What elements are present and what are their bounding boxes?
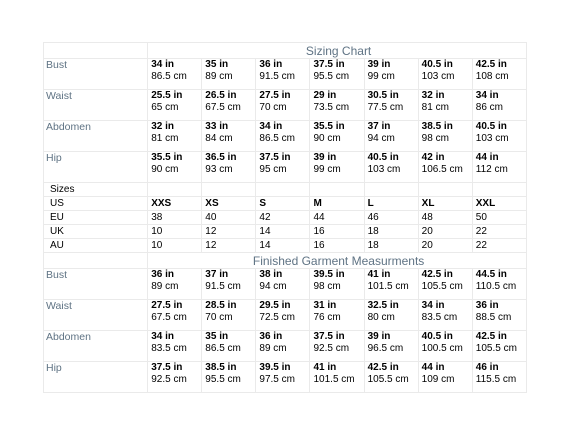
inch-value: 35 in	[205, 59, 229, 70]
inch-value: 42.5 in	[421, 269, 453, 280]
inch-value: 44.5 in	[475, 269, 507, 280]
size-value: XS	[202, 197, 256, 211]
inch-value: 34 in	[421, 300, 445, 311]
sizing-table-body	[44, 43, 527, 393]
inch-value: 46 in	[475, 362, 499, 373]
cm-value: 86.5 cm	[151, 71, 187, 83]
cm-value: 91.5 cm	[259, 71, 295, 83]
sizing-chart-row-label: Abdomen	[44, 121, 148, 152]
sizing-chart-cell	[148, 90, 202, 121]
sizing-chart-cell	[256, 59, 310, 90]
finished-garment-cell	[472, 300, 526, 331]
sizing-chart-row-bust	[44, 59, 527, 90]
sizing-chart-cell	[418, 121, 472, 152]
finished-garment-row-label: Waist	[44, 300, 148, 331]
sizing-chart-cell	[310, 152, 364, 183]
cm-value: 77.5 cm	[367, 102, 404, 114]
size-value: 14	[256, 225, 310, 239]
inch-value: 32 in	[151, 121, 174, 132]
finished-garment-row-hip	[44, 362, 527, 393]
inch-value: 25.5 in	[151, 90, 183, 101]
inch-value: 34 in	[151, 59, 174, 70]
finished-garment-row-bust	[44, 269, 527, 300]
finished-garment-cell	[148, 300, 202, 331]
inch-value: 34 in	[475, 90, 499, 101]
size-value: 46	[364, 211, 418, 225]
sizes-region-label: UK	[44, 225, 148, 239]
inch-value: 38 in	[259, 269, 283, 280]
size-value: 12	[202, 239, 256, 253]
size-value: 14	[256, 239, 310, 253]
finished-garment-cell	[472, 362, 526, 393]
empty-cell	[364, 183, 418, 197]
sizing-chart-cell	[310, 121, 364, 152]
size-value: XXS	[148, 197, 202, 211]
size-value: 18	[364, 239, 418, 253]
inch-value: 31 in	[313, 300, 337, 311]
sizes-label: Sizes	[44, 183, 148, 197]
finished-garment-row-label: Bust	[44, 269, 148, 300]
size-value: M	[310, 197, 364, 211]
cm-value: 97.5 cm	[259, 374, 295, 386]
empty-cell	[418, 183, 472, 197]
inch-value: 35 in	[205, 331, 229, 342]
inch-value: 44 in	[421, 362, 445, 373]
finished-garment-cell	[202, 362, 256, 393]
finished-garment-cell	[148, 331, 202, 362]
cm-value: 105.5 cm	[421, 281, 463, 293]
inch-value: 34 in	[259, 121, 283, 132]
sizing-chart-title: Sizing Chart	[148, 43, 527, 59]
sizing-chart-row-abdomen	[44, 121, 527, 152]
sizing-chart-cell	[202, 152, 256, 183]
inch-value: 28.5 in	[205, 300, 237, 311]
sizing-chart-cell	[148, 152, 202, 183]
size-value: XXL	[472, 197, 526, 211]
sizing-chart-cell	[472, 59, 526, 90]
finished-garment-cell	[310, 269, 364, 300]
sizes-region-label: US	[44, 197, 148, 211]
cm-value: 103 cm	[421, 71, 455, 83]
inch-value: 41 in	[313, 362, 337, 373]
inch-value: 40.5 in	[367, 152, 399, 163]
sizing-chart-cell	[310, 90, 364, 121]
cm-value: 89 cm	[151, 281, 179, 293]
inch-value: 27.5 in	[151, 300, 183, 311]
cm-value: 103 cm	[475, 133, 509, 145]
cm-value: 93 cm	[205, 164, 233, 176]
inch-value: 36 in	[475, 300, 499, 311]
inch-value: 33 in	[205, 121, 229, 132]
inch-value: 35.5 in	[151, 152, 183, 163]
finished-garment-cell	[364, 300, 418, 331]
size-value: 10	[148, 225, 202, 239]
sizing-chart-cell	[472, 90, 526, 121]
inch-value: 37 in	[367, 121, 391, 132]
cm-value: 95.5 cm	[205, 374, 241, 386]
cm-value: 100.5 cm	[421, 343, 463, 355]
cm-value: 83.5 cm	[421, 312, 458, 324]
cm-value: 98 cm	[421, 133, 449, 145]
inch-value: 27.5 in	[259, 90, 291, 101]
empty-cell	[44, 253, 148, 269]
inch-value: 39 in	[313, 152, 337, 163]
sizes-region-label: AU	[44, 239, 148, 253]
cm-value: 95.5 cm	[313, 71, 350, 83]
size-value: 22	[472, 225, 526, 239]
sizing-chart-row-waist	[44, 90, 527, 121]
size-value: 16	[310, 225, 364, 239]
finished-garment-cell	[472, 269, 526, 300]
finished-garment-title: Finished Garment Measurments	[148, 253, 527, 269]
inch-value: 37.5 in	[313, 331, 345, 342]
finished-garment-row-label: Hip	[44, 362, 148, 393]
inch-value: 38.5 in	[421, 121, 453, 132]
inch-value: 36 in	[259, 59, 283, 70]
inch-value: 37.5 in	[313, 59, 345, 70]
finished-garment-row-abdomen	[44, 331, 527, 362]
finished-garment-cell	[310, 300, 364, 331]
finished-garment-row-label: Abdomen	[44, 331, 148, 362]
finished-garment-cell	[418, 269, 472, 300]
cm-value: 108 cm	[475, 71, 509, 83]
inch-value: 40.5 in	[475, 121, 507, 132]
sizing-chart-title-row	[44, 43, 527, 59]
cm-value: 83.5 cm	[151, 343, 187, 355]
finished-garment-cell	[418, 300, 472, 331]
sizing-chart-cell	[202, 90, 256, 121]
finished-garment-cell	[472, 331, 526, 362]
sizing-chart-cell	[256, 90, 310, 121]
sizing-chart-cell	[148, 59, 202, 90]
finished-garment-cell	[310, 331, 364, 362]
sizing-chart-row-hip	[44, 152, 527, 183]
cm-value: 67.5 cm	[205, 102, 241, 114]
cm-value: 92.5 cm	[313, 343, 350, 355]
inch-value: 30.5 in	[367, 90, 399, 101]
finished-garment-cell	[418, 362, 472, 393]
sizes-row-uk	[44, 225, 527, 239]
sizing-chart-cell	[472, 152, 526, 183]
cm-value: 86.5 cm	[259, 133, 295, 145]
size-value: L	[364, 197, 418, 211]
sizes-row-us	[44, 197, 527, 211]
finished-garment-cell	[364, 269, 418, 300]
sizing-chart-row-label: Waist	[44, 90, 148, 121]
inch-value: 36 in	[259, 331, 283, 342]
finished-garment-title-row	[44, 253, 527, 269]
finished-garment-cell	[148, 269, 202, 300]
finished-garment-cell	[310, 362, 364, 393]
finished-garment-cell	[202, 269, 256, 300]
inch-value: 42.5 in	[475, 331, 507, 342]
inch-value: 40.5 in	[421, 331, 453, 342]
inch-value: 42.5 in	[367, 362, 399, 373]
size-value: 20	[418, 225, 472, 239]
size-value: 16	[310, 239, 364, 253]
cm-value: 89 cm	[205, 71, 233, 83]
cm-value: 84 cm	[205, 133, 233, 145]
inch-value: 44 in	[475, 152, 499, 163]
cm-value: 96.5 cm	[367, 343, 404, 355]
size-value: 20	[418, 239, 472, 253]
size-value: 44	[310, 211, 364, 225]
cm-value: 105.5 cm	[475, 343, 517, 355]
cm-value: 106.5 cm	[421, 164, 463, 176]
cm-value: 90 cm	[151, 164, 179, 176]
empty-cell	[310, 183, 364, 197]
size-value: 10	[148, 239, 202, 253]
cm-value: 109 cm	[421, 374, 455, 386]
finished-garment-cell	[256, 269, 310, 300]
cm-value: 92.5 cm	[151, 374, 187, 386]
finished-garment-cell	[202, 300, 256, 331]
sizing-chart-cell	[364, 59, 418, 90]
size-value: 42	[256, 211, 310, 225]
size-value: 40	[202, 211, 256, 225]
inch-value: 38.5 in	[205, 362, 237, 373]
cm-value: 70 cm	[205, 312, 233, 324]
cm-value: 65 cm	[151, 102, 179, 114]
sizing-chart-cell	[148, 121, 202, 152]
cm-value: 76 cm	[313, 312, 341, 324]
sizing-chart-cell	[418, 59, 472, 90]
inch-value: 41 in	[367, 269, 391, 280]
cm-value: 112 cm	[475, 164, 508, 176]
inch-value: 36 in	[151, 269, 174, 280]
inch-value: 42.5 in	[475, 59, 507, 70]
cm-value: 91.5 cm	[205, 281, 241, 293]
sizing-chart-cell	[364, 152, 418, 183]
cm-value: 86 cm	[475, 102, 503, 114]
finished-garment-cell	[148, 362, 202, 393]
sizing-sheet	[43, 42, 527, 393]
cm-value: 99 cm	[367, 71, 395, 83]
inch-value: 29 in	[313, 90, 337, 101]
inch-value: 37 in	[205, 269, 229, 280]
size-value: 48	[418, 211, 472, 225]
sizing-chart-cell	[472, 121, 526, 152]
size-value: XL	[418, 197, 472, 211]
sizing-chart-cell	[418, 90, 472, 121]
cm-value: 86.5 cm	[205, 343, 241, 355]
cm-value: 80 cm	[367, 312, 395, 324]
finished-garment-cell	[256, 300, 310, 331]
empty-cell	[148, 183, 202, 197]
cm-value: 94 cm	[367, 133, 395, 145]
cm-value: 67.5 cm	[151, 312, 187, 324]
cm-value: 90 cm	[313, 133, 341, 145]
sizing-chart-cell	[256, 121, 310, 152]
finished-garment-cell	[202, 331, 256, 362]
sizing-chart-cell	[202, 121, 256, 152]
inch-value: 26.5 in	[205, 90, 237, 101]
cm-value: 105.5 cm	[367, 374, 409, 386]
cm-value: 94 cm	[259, 281, 287, 293]
size-value: 18	[364, 225, 418, 239]
finished-garment-cell	[364, 362, 418, 393]
inch-value: 42 in	[421, 152, 445, 163]
cm-value: 70 cm	[259, 102, 287, 114]
cm-value: 101.5 cm	[313, 374, 355, 386]
finished-garment-cell	[256, 331, 310, 362]
size-value: 22	[472, 239, 526, 253]
size-value: S	[256, 197, 310, 211]
size-value: 38	[148, 211, 202, 225]
cm-value: 89 cm	[259, 343, 287, 355]
cm-value: 115.5 cm	[475, 374, 517, 386]
cm-value: 81 cm	[151, 133, 179, 145]
sizing-chart-row-label: Bust	[44, 59, 148, 90]
finished-garment-cell	[418, 331, 472, 362]
cm-value: 101.5 cm	[367, 281, 409, 293]
empty-cell	[472, 183, 526, 197]
cm-value: 103 cm	[367, 164, 401, 176]
finished-garment-cell	[364, 331, 418, 362]
inch-value: 37.5 in	[259, 152, 291, 163]
finished-garment-cell	[256, 362, 310, 393]
cm-value: 110.5 cm	[475, 281, 517, 293]
sizes-row-au	[44, 239, 527, 253]
inch-value: 35.5 in	[313, 121, 345, 132]
sizing-table	[43, 42, 527, 393]
sizing-chart-cell	[418, 152, 472, 183]
inch-value: 39.5 in	[259, 362, 291, 373]
inch-value: 39.5 in	[313, 269, 345, 280]
cm-value: 99 cm	[313, 164, 341, 176]
inch-value: 37.5 in	[151, 362, 183, 373]
inch-value: 29.5 in	[259, 300, 291, 311]
inch-value: 32.5 in	[367, 300, 399, 311]
finished-garment-row-waist	[44, 300, 527, 331]
inch-value: 36.5 in	[205, 152, 237, 163]
sizing-chart-cell	[364, 90, 418, 121]
sizing-chart-cell	[202, 59, 256, 90]
inch-value: 39 in	[367, 331, 391, 342]
inch-value: 34 in	[151, 331, 174, 342]
empty-cell	[256, 183, 310, 197]
size-value: 12	[202, 225, 256, 239]
cm-value: 98 cm	[313, 281, 341, 293]
empty-cell	[202, 183, 256, 197]
sizing-chart-cell	[256, 152, 310, 183]
cm-value: 72.5 cm	[259, 312, 295, 324]
inch-value: 40.5 in	[421, 59, 453, 70]
cm-value: 81 cm	[421, 102, 449, 114]
sizes-header-row	[44, 183, 527, 197]
sizing-chart-cell	[310, 59, 364, 90]
sizes-region-label: EU	[44, 211, 148, 225]
size-value: 50	[472, 211, 526, 225]
inch-value: 32 in	[421, 90, 445, 101]
cm-value: 95 cm	[259, 164, 287, 176]
sizes-row-eu	[44, 211, 527, 225]
sizing-chart-row-label: Hip	[44, 152, 148, 183]
cm-value: 88.5 cm	[475, 312, 512, 324]
sizing-chart-cell	[364, 121, 418, 152]
inch-value: 39 in	[367, 59, 391, 70]
cm-value: 73.5 cm	[313, 102, 350, 114]
